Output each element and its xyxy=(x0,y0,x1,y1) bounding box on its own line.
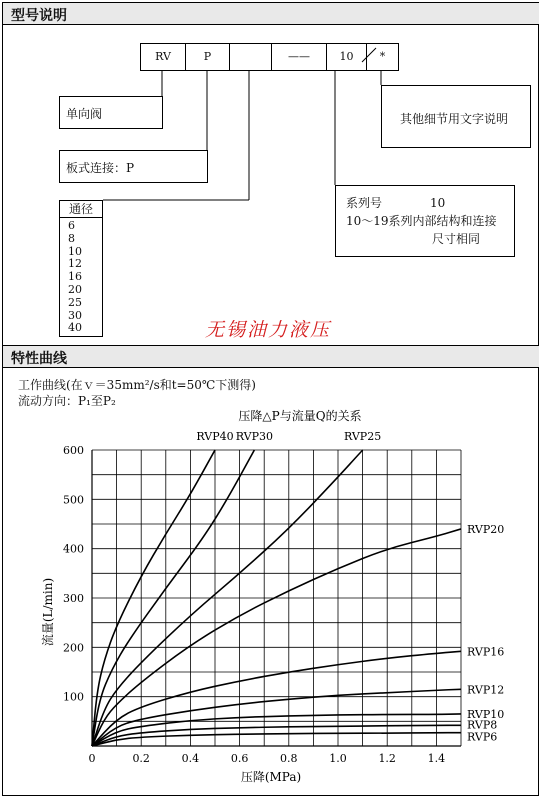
label-box-plate xyxy=(59,150,208,183)
diameter-value: 25 xyxy=(68,295,82,309)
x-tick-label: 1.2 xyxy=(378,752,396,765)
series-label-rvp12: RVP12 xyxy=(467,683,505,697)
label-plate: 板式连接：P xyxy=(66,161,135,175)
curve-note-2: 流动方向：P₁至P₂ xyxy=(18,394,116,408)
x-tick-label: 1.4 xyxy=(427,752,446,765)
label-valve: 单向阀 xyxy=(66,107,103,121)
label-series-1: 系列号 10 xyxy=(346,196,446,210)
series-line-rvp8 xyxy=(92,725,461,746)
chart-title: 压降△P与流量Q的关系 xyxy=(238,409,362,423)
series-label-rvp6: RVP6 xyxy=(467,730,498,744)
chart-grid xyxy=(92,450,461,746)
diameter-value: 8 xyxy=(68,231,75,245)
series-label-rvp30: RVP30 xyxy=(235,430,273,443)
y-tick-label: 200 xyxy=(63,641,84,655)
series-line-rvp6 xyxy=(92,733,461,746)
x-tick-label: 1.0 xyxy=(329,752,347,765)
x-tick-label: 0.8 xyxy=(280,752,298,765)
code-cell-star: * xyxy=(379,50,386,63)
y-tick-label: 600 xyxy=(63,444,84,457)
y-axis-label: 流量(L/min) xyxy=(41,577,55,647)
series-label-rvp25: RVP25 xyxy=(343,430,382,443)
code-cell-rv: RV xyxy=(141,44,186,70)
series-label-rvp40: RVP40 xyxy=(196,430,234,443)
diameter-table xyxy=(59,200,103,337)
x-tick-label: 0 xyxy=(88,752,96,765)
series-line-rvp20 xyxy=(92,529,461,746)
code-cell-dash: —— xyxy=(272,44,327,70)
diameter-value: 20 xyxy=(68,282,82,296)
series-label-rvp10: RVP10 xyxy=(467,707,505,721)
code-cell-p: P xyxy=(186,44,230,70)
x-axis-label: 压降(MPa) xyxy=(240,770,302,784)
curve-note-1: 工作曲线(在ｖ＝35mm²/s和t=50℃下测得) xyxy=(18,378,256,392)
diameter-value: 30 xyxy=(68,308,82,322)
diameter-header: 通径 xyxy=(60,201,102,218)
watermark-text: 无锡油力液压 xyxy=(205,319,332,341)
diameter-value: 12 xyxy=(68,257,82,271)
diameter-value: 10 xyxy=(68,244,82,258)
y-tick-label: 500 xyxy=(63,493,84,507)
label-box-other xyxy=(381,85,531,148)
series-label-rvp8: RVP8 xyxy=(467,718,498,732)
x-tick-label: 0.4 xyxy=(181,752,200,765)
code-cell-series: 10 xyxy=(327,44,367,70)
diameter-value: 40 xyxy=(68,321,82,335)
diameter-value: 6 xyxy=(68,219,75,232)
label-series-2: 10～19系列内部结构和连接 xyxy=(346,214,497,228)
section-header-curve xyxy=(3,346,539,368)
label-series-3: 尺寸相同 xyxy=(432,232,481,246)
series-label-rvp20: RVP20 xyxy=(467,522,505,536)
diameter-value: 16 xyxy=(68,270,82,284)
section-title-curve: 特性曲线 xyxy=(11,351,67,367)
y-tick-label: 300 xyxy=(63,592,84,605)
section-title-model: 型号说明 xyxy=(11,8,67,24)
label-box-valve xyxy=(59,96,163,129)
x-tick-label: 0.2 xyxy=(132,752,150,765)
pressure-flow-chart xyxy=(0,400,543,795)
series-label-rvp16: RVP16 xyxy=(467,645,505,659)
x-tick-label: 0.6 xyxy=(230,752,249,765)
label-box-series xyxy=(335,185,515,257)
label-other: 其他细节用文字说明 xyxy=(400,112,509,126)
y-tick-label: 100 xyxy=(63,690,84,704)
diameter-values xyxy=(68,220,82,335)
y-tick-label: 400 xyxy=(63,542,84,556)
